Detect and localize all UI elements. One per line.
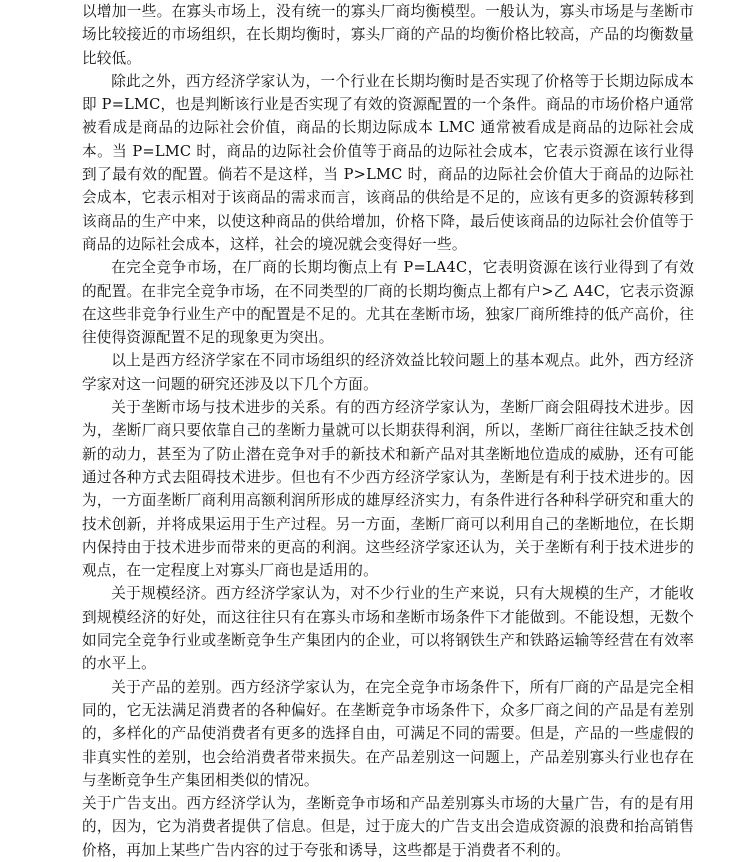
paragraph-economies-of-scale: 关于规模经济。西方经济学家认为，对不少行业的生产来说，只有大规模的生产，才能收到规模经济的好处，而这往往只有在寡头市场和垄断市场条件下才能做到。不能设想，无数个如同完全竞争行业或垄断竞争生产集团内的企业，可以将钢铁生产和铁路运输等经营在有效率的水平上。 <box>82 585 694 673</box>
paragraph-price-equals-lmc: 除此之外，西方经济学家认为，一个行业在长期均衡时是否实现了价格等于长期边际成本即 P=LMC，也是判断该行业是否实现了有效的资源配置的一个条件。商品的市场价格户通常被看成是商品的边际社会价值，商品的长期边际成本 LMC 通常被看成是商品的边际社会成本。当 P=LMC 时，商品的边际社会价值等于商品的边际社会成本，它表示资源在该行业得到了最有效的配置。倘若不是这样，当 P>LMC 时，商品的边际社会价值大于商品的边际社会成本，它表示相对于该商品的需求而言，该商品的供给是不足的，应该有更多的资源转移到该商品的生产中来，以使这种商品的供给增加，价格下降，最后使该商品的边际社会价值等于商品的边际社会成本，这样，社会的境况就会变得好一些。 <box>82 72 694 253</box>
paragraph-monopoly-technology: 关于垄断市场与技术进步的关系。有的西方经济学家认为，垄断厂商会阻碍技术进步。因为，垄断厂商只要依靠自己的垄断力量就可以长期获得利润，所以，垄断厂商往往缺乏技术创新的动力，甚至为了防止潜在竞争对手的新技术和新产品对其垄断地位造成的威胁，还有可能通过各种方式去阻碍技术进步。但也有不少西方经济学家认为，垄断是有利于技术进步的。因为，一方面垄断厂商利用高额利润所形成的雄厚经济实力，有条件进行各种科学研究和重大的技术创新，并将成果运用于生产过程。另一方面，垄断厂商可以利用自己的垄断地位，在长期内保持由于技术进步而带来的更高的利润。这些经济学家还认为，关于垄断有利于技术进步的观点，在一定程度上对寡头厂商也是适用的。 <box>82 399 694 580</box>
paragraph-advertising: 关于广告支出。西方经济学认为，垄断竞争市场和产品差别寡头市场的大量广告，有的是有用的，因为，它为消费者提供了信息。但是，过于庞大的广告支出会造成资源的浪费和抬高销售价格，再加上某些广告内容的过于夸张和诱导，这些都是于消费者不利的。 <box>82 795 694 859</box>
paragraph-product-differentiation: 关于产品的差别。西方经济学家认为，在完全竞争市场条件下，所有厂商的产品是完全相同的，它无法满足消费者的各种偏好。在垄断竞争市场条件下，众多厂商之间的产品是有差别的，多样化的产品使消费者有更多的选择自由，可满足不同的需要。但是，产品的一些虚假的非真实性的差别，也会给消费者带来损失。在产品差别这一问题上，产品差别寡头行业也存在与垄断竞争生产集团相类似的情况。 <box>82 678 694 789</box>
document-page <box>82 0 694 862</box>
paragraph-resource-allocation: 在完全竞争市场，在厂商的长期均衡点上有 P=LA4C，它表明资源在该行业得到了有效的配置。在非完全竞争市场，在不同类型的厂商的长期均衡点上都有户>乙 A4C，它表示资源在这些非竞争行业生产中的配置是不足的。尤其在垄断市场，独家厂商所维持的低产高价，往往使得资源配置不足的现象更为突出。 <box>82 259 694 347</box>
paragraph-basic-views: 以上是西方经济学家在不同市场组织的经济效益比较问题上的基本观点。此外，西方经济学家对这一问题的研究还涉及以下几个方面。 <box>82 352 694 393</box>
paragraph-equilibrium-oligopoly: 以增加一些。在寡头市场上，没有统一的寡头厂商均衡模型。一般认为，寡头市场是与垄断市场比较接近的市场组织，在长期均衡时，寡头厂商的产品的均衡价格比较高，产品的均衡数量比较低。 <box>82 3 694 67</box>
